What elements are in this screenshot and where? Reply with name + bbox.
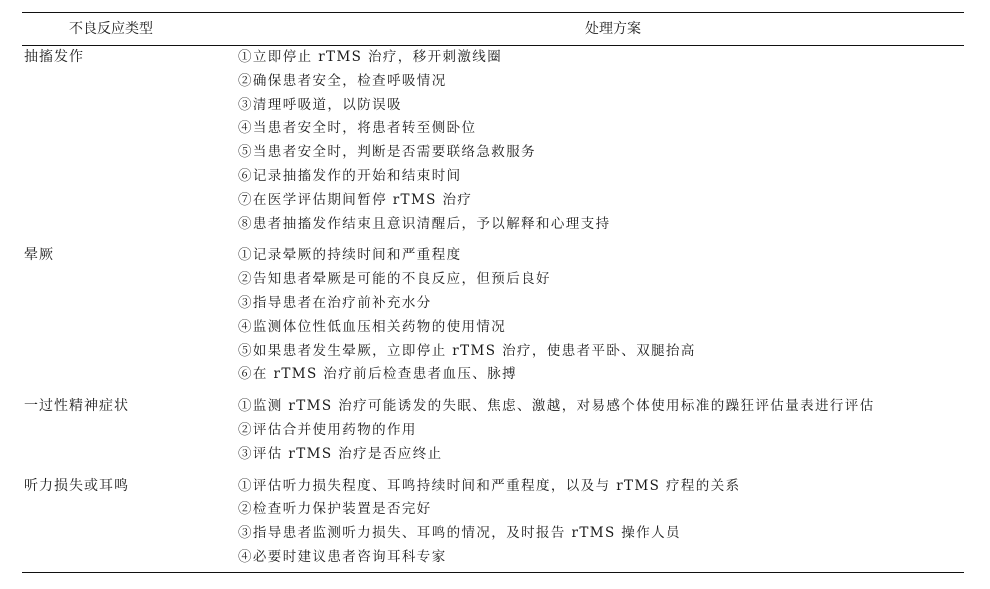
plan-item: ④当患者安全时，将患者转至侧卧位 bbox=[238, 120, 477, 137]
plan-item: ②确保患者安全，检查呼吸情况 bbox=[238, 72, 447, 89]
group-type-label: 听力损失或耳鸣 bbox=[24, 477, 129, 494]
column-header-type: 不良反应类型 bbox=[69, 21, 153, 37]
adverse-reaction-table bbox=[22, 12, 964, 573]
group-plan-list bbox=[238, 395, 964, 466]
group-type-label: 一过性精神症状 bbox=[24, 398, 129, 415]
plan-item: ④监测体位性低血压相关药物的使用情况 bbox=[238, 318, 507, 335]
group-transient-psychiatric bbox=[22, 387, 964, 466]
plan-item: ②检查听力保护装置是否完好 bbox=[238, 501, 432, 518]
plan-item: ③指导患者监测听力损失、耳鸣的情况，及时报告 rTMS 操作人员 bbox=[238, 525, 681, 542]
plan-item: ①立即停止 rTMS 治疗，移开刺激线圈 bbox=[238, 49, 503, 65]
plan-item: ⑦在医学评估期间暂停 rTMS 治疗 bbox=[238, 191, 473, 208]
plan-item: ②评估合并使用药物的作用 bbox=[238, 421, 417, 438]
plan-item: ③指导患者在治疗前补充水分 bbox=[238, 294, 432, 311]
plan-item: ①评估听力损失程度、耳鸣持续时间和严重程度，以及与 rTMS 疗程的关系 bbox=[238, 477, 741, 494]
column-header-plan: 处理方案 bbox=[585, 21, 641, 37]
plan-item: ④必要时建议患者咨询耳科专家 bbox=[238, 548, 447, 565]
group-hearing-loss bbox=[22, 467, 964, 570]
plan-item: ③评估 rTMS 治疗是否应终止 bbox=[238, 445, 443, 462]
plan-item: ⑥在 rTMS 治疗前后检查患者血压、脉搏 bbox=[238, 366, 518, 383]
plan-item: ⑤当患者安全时，判断是否需要联络急救服务 bbox=[238, 144, 536, 161]
table-bottom-rule bbox=[22, 572, 964, 573]
plan-item: ①记录晕厥的持续时间和严重程度 bbox=[238, 247, 462, 264]
group-plan-list bbox=[238, 475, 964, 570]
plan-item: ①监测 rTMS 治疗可能诱发的失眠、焦虑、激越，对易感个体使用标准的躁狂评估量表进行评估 bbox=[238, 398, 875, 415]
plan-item: ③清理呼吸道，以防误吸 bbox=[238, 96, 402, 113]
group-plan-list bbox=[238, 244, 964, 387]
group-type-label: 抽搐发作 bbox=[24, 49, 84, 65]
plan-item: ⑧患者抽搐发作结束且意识清醒后，予以解释和心理支持 bbox=[238, 215, 611, 232]
group-plan-list bbox=[238, 46, 964, 236]
group-syncope bbox=[22, 236, 964, 387]
table-header-row bbox=[22, 13, 964, 45]
group-seizure bbox=[22, 46, 964, 236]
plan-item: ⑤如果患者发生晕厥，立即停止 rTMS 治疗，使患者平卧、双腿抬高 bbox=[238, 342, 696, 359]
plan-item: ②告知患者晕厥是可能的不良反应，但预后良好 bbox=[238, 271, 551, 288]
plan-item: ⑥记录抽搐发作的开始和结束时间 bbox=[238, 167, 462, 184]
group-type-label: 晕厥 bbox=[24, 247, 54, 264]
